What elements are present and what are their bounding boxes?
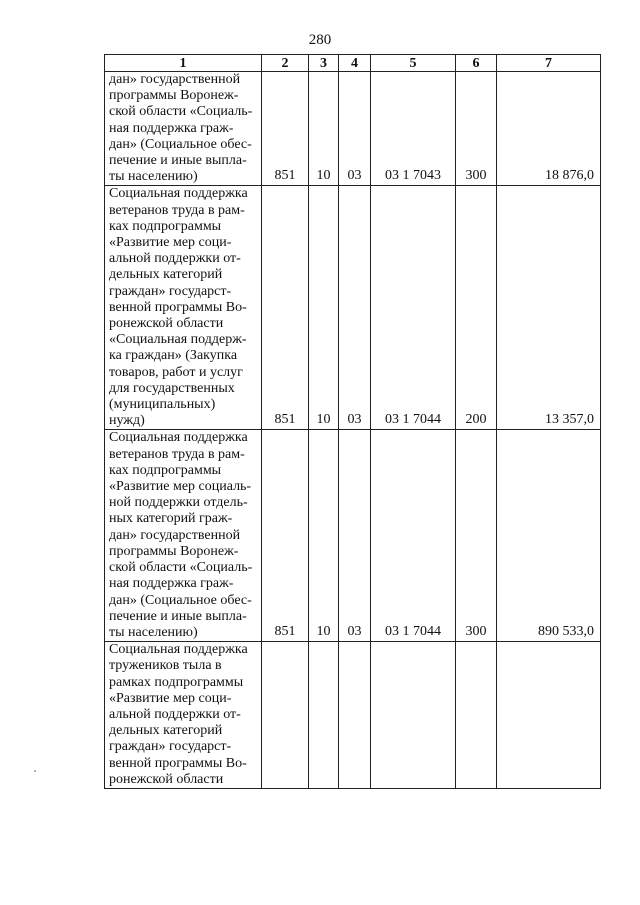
- description-line: для государственных: [109, 380, 235, 396]
- description-line: ная поддержка граж-: [109, 120, 234, 136]
- column-header-4: 4: [339, 55, 371, 72]
- description-line: (муниципальных): [109, 397, 216, 413]
- description-line: ской области «Социаль-: [109, 560, 253, 576]
- description-line: Социальная поддержка: [109, 186, 248, 202]
- row-description: [105, 642, 262, 789]
- description-line: «Социальная поддерж-: [109, 332, 247, 348]
- description-line: ках подпрограммы: [109, 462, 222, 478]
- description-line: ронежской области: [109, 316, 224, 332]
- column-header-6: 6: [456, 55, 497, 72]
- description-line: альной поддержки от-: [109, 251, 241, 267]
- description-line: программы Воронеж-: [109, 88, 239, 104]
- ministry-code: 851: [262, 72, 309, 186]
- description-line: ты населению): [109, 169, 198, 185]
- section-code: 10: [309, 430, 339, 642]
- description-line: программы Воронеж-: [109, 543, 239, 559]
- target-article-code: 03 1 7044: [371, 186, 456, 430]
- subsection-code: 03: [339, 186, 371, 430]
- description-line: альной поддержки от-: [109, 706, 241, 722]
- table-row: [105, 72, 601, 186]
- description-line: Социальная поддержка: [109, 430, 248, 446]
- description-line: товаров, работ и услуг: [109, 364, 243, 380]
- description-line: печение и иные выпла-: [109, 153, 247, 169]
- description-line: дан» (Социальное обес-: [109, 136, 252, 152]
- description-line: дельных категорий: [109, 267, 223, 283]
- target-article-code: [371, 642, 456, 789]
- description-line: ронежской области: [109, 771, 224, 787]
- description-line: нужд): [109, 413, 145, 429]
- amount: 890 533,0: [497, 430, 601, 642]
- description-line: ветеранов труда в рам-: [109, 446, 245, 462]
- description-line: ных категорий граж-: [109, 511, 233, 527]
- description-line: печение и иные выпла-: [109, 608, 247, 624]
- description-line: рамках подпрограммы: [109, 674, 244, 690]
- description-line: ской области «Социаль-: [109, 104, 253, 120]
- target-article-code: 03 1 7044: [371, 430, 456, 642]
- column-header-7: 7: [497, 55, 601, 72]
- budget-table: [104, 54, 601, 789]
- description-line: ка граждан» (Закупка: [109, 348, 238, 364]
- description-line: граждан» государст-: [109, 739, 232, 755]
- table-body: [105, 72, 601, 789]
- description-line: граждан» государст-: [109, 283, 232, 299]
- row-description: [105, 430, 262, 642]
- description-line: дан» (Социальное обес-: [109, 592, 252, 608]
- ministry-code: 851: [262, 186, 309, 430]
- description-line: ная поддержка граж-: [109, 576, 234, 592]
- target-article-code: 03 1 7043: [371, 72, 456, 186]
- section-code: 10: [309, 72, 339, 186]
- page-number: 280: [308, 32, 332, 48]
- section-code: [309, 642, 339, 789]
- row-description: [105, 72, 262, 186]
- subsection-code: [339, 642, 371, 789]
- table-row: [105, 186, 601, 430]
- amount: [497, 642, 601, 789]
- expense-type-code: [456, 642, 497, 789]
- amount: 18 876,0: [497, 72, 601, 186]
- description-line: дан» государственной: [109, 527, 241, 543]
- section-code: 10: [309, 186, 339, 430]
- description-line: венной программы Во-: [109, 755, 247, 771]
- description-line: тружеников тыла в: [109, 658, 222, 674]
- row-description: [105, 186, 262, 430]
- description-line: «Развитие мер соци-: [109, 690, 232, 706]
- amount: 13 357,0: [497, 186, 601, 430]
- table-header-row: [105, 55, 601, 72]
- description-line: ты населению): [109, 624, 198, 640]
- expense-type-code: 200: [456, 186, 497, 430]
- column-header-1: 1: [105, 55, 262, 72]
- description-line: дан» государственной: [109, 72, 241, 87]
- table-row: [105, 430, 601, 642]
- subsection-code: 03: [339, 430, 371, 642]
- description-line: «Развитие мер социаль-: [109, 479, 252, 495]
- description-line: венной программы Во-: [109, 299, 247, 315]
- scan-speck: [34, 770, 36, 772]
- description-line: «Развитие мер соци-: [109, 235, 232, 251]
- description-line: Социальная поддержка: [109, 642, 248, 658]
- column-header-5: 5: [371, 55, 456, 72]
- description-line: ветеранов труда в рам-: [109, 202, 245, 218]
- table-row: [105, 642, 601, 789]
- column-header-2: 2: [262, 55, 309, 72]
- ministry-code: [262, 642, 309, 789]
- expense-type-code: 300: [456, 430, 497, 642]
- description-line: дельных категорий: [109, 723, 223, 739]
- column-header-3: 3: [309, 55, 339, 72]
- ministry-code: 851: [262, 430, 309, 642]
- expense-type-code: 300: [456, 72, 497, 186]
- description-line: ках подпрограммы: [109, 218, 222, 234]
- description-line: ной поддержки отдель-: [109, 495, 248, 511]
- subsection-code: 03: [339, 72, 371, 186]
